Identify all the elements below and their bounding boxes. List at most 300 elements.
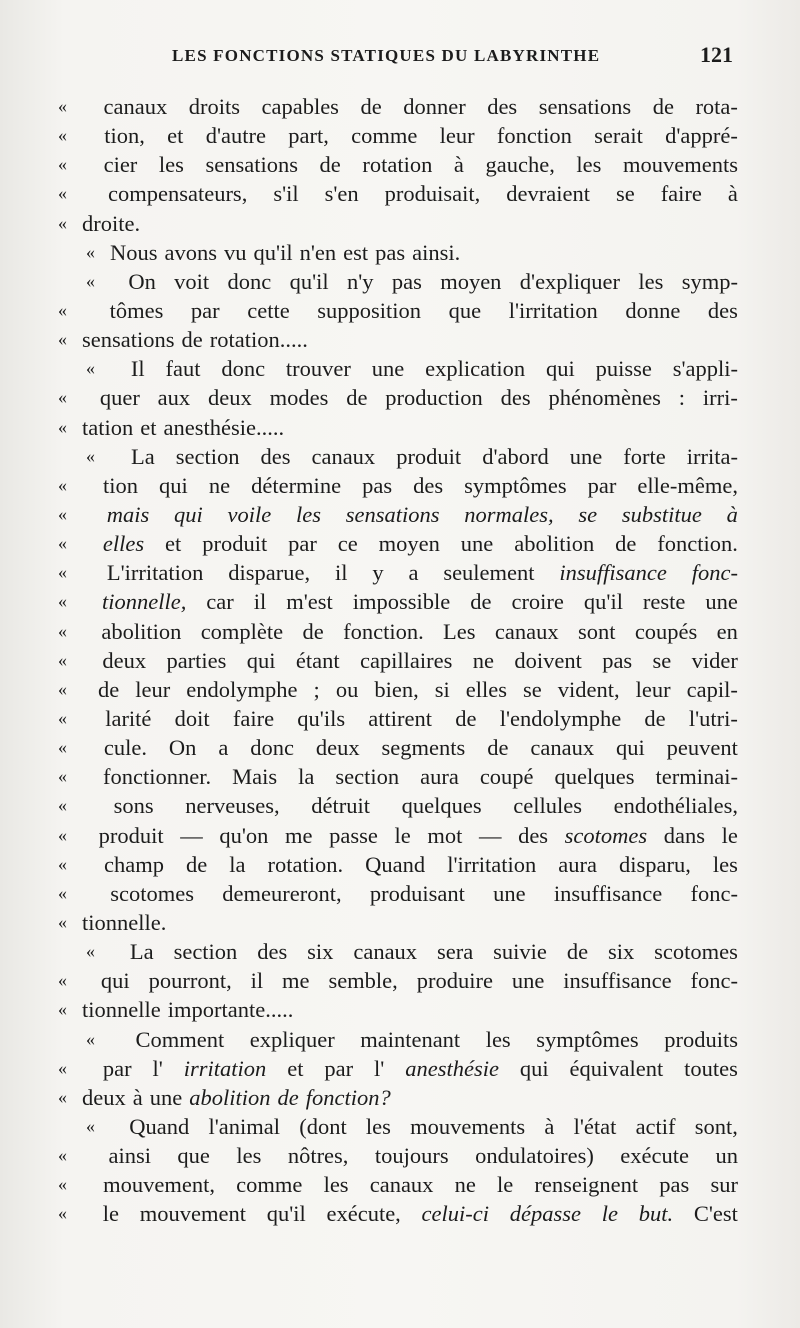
word: de: [615, 531, 637, 557]
word: l'état: [573, 1113, 617, 1139]
quote-mark: «: [86, 241, 95, 262]
quote-mark: «: [58, 125, 67, 146]
word: pourront,: [148, 968, 232, 994]
word: coupés: [634, 618, 698, 644]
italic-word: celui-ci: [421, 1201, 490, 1227]
word: irrita-: [686, 443, 738, 469]
word: supposition: [317, 297, 422, 323]
italic-word: fonction?: [305, 1084, 391, 1110]
word: détermine: [251, 472, 342, 498]
italic-word: les: [296, 501, 322, 527]
word: quelques: [401, 793, 482, 819]
italic-word: insuffisance: [559, 560, 667, 586]
word: se: [615, 181, 635, 207]
word: —: [478, 822, 502, 848]
italic-word: le: [601, 1201, 618, 1227]
word: complète: [200, 618, 284, 644]
word: impossible: [352, 589, 451, 615]
word: fonctionner.: [103, 764, 212, 790]
word: de: [186, 851, 208, 877]
word: le: [721, 822, 738, 848]
word: d'expliquer: [519, 268, 621, 294]
word: ainsi: [108, 1143, 151, 1169]
quote-mark: «: [86, 941, 95, 962]
word: serait: [594, 123, 643, 149]
word: sur: [710, 1172, 738, 1198]
text-line: [58, 558, 738, 587]
word: s'en: [324, 181, 359, 207]
quote-mark: «: [86, 445, 95, 466]
word: des: [707, 297, 738, 323]
text-line: [58, 121, 738, 150]
word: faut: [165, 356, 201, 382]
word: reste: [642, 589, 686, 615]
word: tionnelle: [82, 997, 161, 1023]
word: dans: [663, 822, 706, 848]
word: par: [587, 472, 617, 498]
quote-mark: «: [58, 562, 67, 583]
italic-word: dépasse: [509, 1201, 581, 1227]
word: elle-même,: [637, 472, 738, 498]
word: Mais: [232, 764, 278, 790]
word: On: [128, 268, 156, 294]
quote-mark: «: [58, 853, 67, 874]
word: voit: [174, 268, 210, 294]
word: endothéliales,: [613, 793, 738, 819]
word: canaux: [311, 443, 376, 469]
word: de: [566, 939, 589, 965]
word: mouvement,: [103, 1172, 216, 1198]
word: L'irritation: [106, 560, 204, 586]
word: section: [173, 939, 238, 965]
word: la: [229, 851, 246, 877]
word: scotomes: [654, 939, 738, 965]
word: cier: [103, 152, 138, 178]
word: en: [716, 618, 738, 644]
word: deux: [102, 647, 147, 673]
word: de: [181, 327, 203, 353]
word: s'appli-: [672, 356, 738, 382]
quote-mark: «: [58, 474, 67, 495]
italic-word: anesthésie: [405, 1055, 499, 1081]
word: l'utri-: [688, 705, 738, 731]
word: nôtres,: [287, 1143, 349, 1169]
word: d'abord: [482, 443, 549, 469]
word: à: [453, 152, 464, 178]
word: tionnelle.: [82, 909, 167, 935]
word: d'appré-: [665, 123, 738, 149]
word: qu'ils: [297, 705, 346, 731]
word: d'autre: [205, 123, 266, 149]
word: capables: [261, 94, 339, 119]
word: donc: [227, 268, 272, 294]
text-line: [58, 179, 738, 208]
word: ou: [335, 676, 359, 702]
word: pas: [659, 1172, 690, 1198]
word: sont: [577, 618, 616, 644]
word: de: [644, 705, 666, 731]
quote-mark: «: [58, 678, 67, 699]
word: fonction.: [657, 531, 738, 557]
word: maintenant: [360, 1026, 461, 1052]
text-line: [58, 442, 738, 471]
word: ne: [472, 647, 494, 673]
word: car: [206, 589, 234, 615]
word: par: [288, 531, 317, 557]
italic-word: scotomes: [564, 822, 648, 848]
word: les: [158, 152, 184, 178]
word: renseignent: [534, 1172, 639, 1198]
word: ne: [208, 472, 231, 498]
word: vident,: [557, 676, 620, 702]
word: anesthésie.....: [163, 414, 285, 440]
text-line: [58, 1112, 738, 1141]
word: de: [346, 385, 368, 411]
word: leur: [439, 123, 475, 149]
word: à: [132, 1084, 143, 1110]
word: trouver: [285, 356, 351, 382]
italic-word: qui: [174, 501, 203, 527]
text-line: [58, 413, 738, 442]
word: et: [140, 414, 157, 440]
word: des: [500, 385, 531, 411]
word: explication: [425, 356, 526, 382]
text-line: [58, 937, 738, 966]
word: il: [334, 560, 348, 586]
word: symptômes: [536, 1026, 639, 1052]
quote-mark: «: [58, 183, 67, 204]
italic-word: tionnelle,: [101, 589, 187, 615]
italic-word: mais: [106, 501, 150, 527]
text-line: [58, 762, 738, 791]
page-number: 121: [700, 42, 733, 67]
word: phénomènes: [548, 385, 661, 411]
word: toujours: [374, 1143, 449, 1169]
word: s'il: [273, 181, 299, 207]
word: suivie: [493, 939, 547, 965]
word: des: [413, 472, 444, 498]
word: donne: [625, 297, 681, 323]
word: aux: [157, 385, 191, 411]
word: m'est: [286, 589, 333, 615]
italic-word: voile: [227, 501, 272, 527]
quote-mark: «: [58, 824, 67, 845]
word: Les: [443, 618, 476, 644]
word: à: [727, 181, 738, 207]
word: a: [408, 560, 419, 586]
word: qui: [615, 735, 645, 761]
quote-mark: «: [58, 154, 67, 175]
italic-word: fonc-: [691, 560, 738, 586]
word: sont,: [694, 1113, 738, 1139]
word: sensations: [205, 152, 298, 178]
word: (dont: [299, 1113, 347, 1139]
word: produits: [664, 1026, 738, 1052]
word: pas: [391, 268, 422, 294]
italic-word: à: [726, 501, 738, 527]
word: canaux: [103, 94, 168, 119]
word: peuvent: [666, 735, 738, 761]
word: de: [487, 735, 509, 761]
word: une: [705, 589, 738, 615]
word: forte: [623, 443, 666, 469]
quote-mark: «: [86, 1115, 95, 1136]
word: abolition: [101, 618, 182, 644]
word: produit: [98, 822, 164, 848]
word: deux: [315, 735, 360, 761]
word: l'irritation: [508, 297, 598, 323]
word: par: [324, 1055, 354, 1081]
word: il: [253, 589, 267, 615]
text-line: [58, 1025, 738, 1054]
text-line: [58, 821, 738, 850]
word: production: [385, 385, 483, 411]
word: un: [715, 1143, 738, 1169]
quote-mark: «: [58, 503, 67, 524]
word: C'est: [693, 1201, 738, 1227]
word: produisait,: [384, 181, 481, 207]
quote-mark: «: [58, 1086, 67, 1107]
word: vider: [691, 647, 738, 673]
word: demeureront,: [222, 880, 342, 906]
word: produisant: [369, 880, 465, 906]
word: aura: [558, 851, 597, 877]
word: nerveuses,: [185, 793, 280, 819]
word: expliquer: [249, 1026, 335, 1052]
word: qui: [246, 647, 276, 673]
word: faire: [660, 181, 702, 207]
word: une: [371, 356, 405, 382]
quote-mark: «: [58, 387, 67, 408]
word: me: [282, 968, 310, 994]
word: compensateurs,: [107, 181, 248, 207]
word: qui: [100, 968, 130, 994]
word: :: [678, 385, 686, 411]
word: l'irritation: [447, 851, 537, 877]
word: Quand: [365, 851, 426, 877]
text-line: [58, 150, 738, 179]
word: qu'il: [583, 589, 623, 615]
word: les: [365, 1113, 391, 1139]
word: parties: [166, 647, 227, 673]
word: une: [149, 1084, 183, 1110]
word: y: [372, 560, 384, 586]
quote-mark: «: [86, 358, 95, 379]
word: importante.....: [167, 997, 294, 1023]
word: rotation.....: [209, 327, 308, 353]
word: des: [518, 822, 549, 848]
text-line: [58, 995, 738, 1024]
word: larité: [105, 705, 152, 731]
text-line: [58, 471, 738, 500]
word: et: [165, 531, 182, 557]
word: cule.: [103, 735, 148, 761]
word: mot: [427, 822, 463, 848]
word: la: [298, 764, 315, 790]
word: canaux: [494, 618, 559, 644]
word: une: [493, 880, 526, 906]
word: l': [152, 1055, 163, 1081]
word: il: [250, 968, 264, 994]
word: de: [652, 94, 674, 119]
quote-mark: «: [86, 1028, 95, 1049]
word: part,: [288, 123, 329, 149]
text-line: [58, 354, 738, 383]
word: canaux: [530, 735, 595, 761]
word: fonction.: [343, 618, 424, 644]
word: deux: [82, 1084, 126, 1110]
italic-word: se: [578, 501, 598, 527]
word: canaux: [353, 939, 418, 965]
word: fonction: [496, 123, 572, 149]
word: canaux: [369, 1172, 434, 1198]
italic-word: irritation: [183, 1055, 267, 1081]
word: six: [607, 939, 635, 965]
word: elles: [465, 676, 507, 702]
word: l'animal: [208, 1113, 280, 1139]
word: ;: [313, 676, 320, 702]
word: section: [335, 764, 400, 790]
italic-word: de: [277, 1084, 299, 1110]
word: des: [487, 94, 518, 119]
word: doivent: [514, 647, 582, 673]
word: scotomes: [110, 880, 195, 906]
word: moyen: [440, 268, 502, 294]
word: des: [257, 939, 288, 965]
running-head: LES FONCTIONS STATIQUES DU LABYRINTHE: [172, 46, 601, 65]
word: leur: [635, 676, 671, 702]
word: le: [394, 822, 411, 848]
word: sera: [436, 939, 474, 965]
word: pas: [602, 647, 633, 673]
word: doit: [174, 705, 210, 731]
word: donc: [250, 735, 294, 761]
italic-word: abolition: [189, 1084, 271, 1110]
word: qui: [159, 472, 188, 498]
word: disparue,: [228, 560, 311, 586]
word: si: [434, 676, 450, 702]
text-line: [58, 850, 738, 879]
word: tation: [82, 414, 134, 440]
text-line: [58, 1199, 738, 1228]
word: les: [576, 152, 602, 178]
word: une: [511, 968, 545, 994]
word: coupé: [479, 764, 534, 790]
word: des: [260, 443, 291, 469]
word: ainsi.: [412, 239, 461, 265]
word: pas: [375, 239, 406, 265]
italic-word: sensations: [345, 501, 440, 527]
quote-mark: «: [58, 1203, 67, 1224]
word: mouvement: [139, 1201, 246, 1227]
word: les: [638, 268, 664, 294]
word: croire: [511, 589, 564, 615]
word: bien,: [374, 676, 419, 702]
text-line: [58, 1170, 738, 1199]
word: terminai-: [655, 764, 738, 790]
word: quelques: [554, 764, 635, 790]
word: vu: [224, 239, 247, 265]
word: insuffisance: [553, 880, 663, 906]
word: semble,: [328, 968, 398, 994]
word: se: [652, 647, 672, 673]
italic-word: substitue: [621, 501, 702, 527]
word: l'endolymphe: [499, 705, 622, 731]
text-line: [58, 325, 738, 354]
word: aura: [420, 764, 459, 790]
quote-mark: «: [58, 620, 67, 641]
word: qu'il: [266, 1201, 306, 1227]
quote-mark: «: [58, 1145, 67, 1166]
word: irri-: [702, 385, 738, 411]
word: cette: [247, 297, 290, 323]
word: fonc-: [690, 968, 738, 994]
word: et: [167, 123, 184, 149]
word: les: [236, 1143, 262, 1169]
word: n'y: [346, 268, 374, 294]
word: détruit: [311, 793, 371, 819]
word: mouvements: [623, 152, 738, 178]
word: La: [131, 443, 155, 469]
word: insuffisance: [563, 968, 672, 994]
word: le: [102, 1201, 119, 1227]
word: Nous: [110, 239, 158, 265]
text-line: [58, 209, 738, 238]
word: exécute,: [326, 1201, 401, 1227]
word: donc: [221, 356, 266, 382]
text-line: [58, 1141, 738, 1170]
text-line: [58, 617, 738, 646]
word: capillaires: [359, 647, 453, 673]
word: sensations: [82, 327, 175, 353]
word: et: [287, 1055, 304, 1081]
word: actif: [635, 1113, 676, 1139]
text-line: [58, 529, 738, 558]
text-line: [58, 587, 738, 616]
word: On: [168, 735, 197, 761]
word: mouvements: [410, 1113, 526, 1139]
word: étant: [295, 647, 340, 673]
text-line: [58, 966, 738, 995]
text-line: [58, 908, 738, 937]
word: rotation: [362, 152, 433, 178]
word: à: [544, 1113, 555, 1139]
word: capil-: [686, 676, 738, 702]
word: ne: [454, 1172, 476, 1198]
word: devraient: [506, 181, 590, 207]
word: fonc-: [690, 880, 738, 906]
word: deux: [208, 385, 252, 411]
word: comme: [351, 123, 418, 149]
word: faire: [232, 705, 275, 731]
word: une: [569, 443, 603, 469]
text-line: [58, 92, 738, 121]
word: de: [360, 94, 382, 119]
word: symp-: [681, 268, 738, 294]
word: —: [180, 822, 203, 848]
word: produit: [202, 531, 268, 557]
word: une: [460, 531, 494, 557]
quote-mark: «: [58, 591, 67, 612]
word: droite.: [82, 210, 141, 236]
quote-mark: «: [58, 212, 67, 233]
word: de: [470, 589, 492, 615]
word: les: [485, 1026, 511, 1052]
word: ce: [337, 531, 358, 557]
quote-mark: «: [58, 766, 67, 787]
word: attirent: [368, 705, 433, 731]
text-line: [58, 500, 738, 529]
